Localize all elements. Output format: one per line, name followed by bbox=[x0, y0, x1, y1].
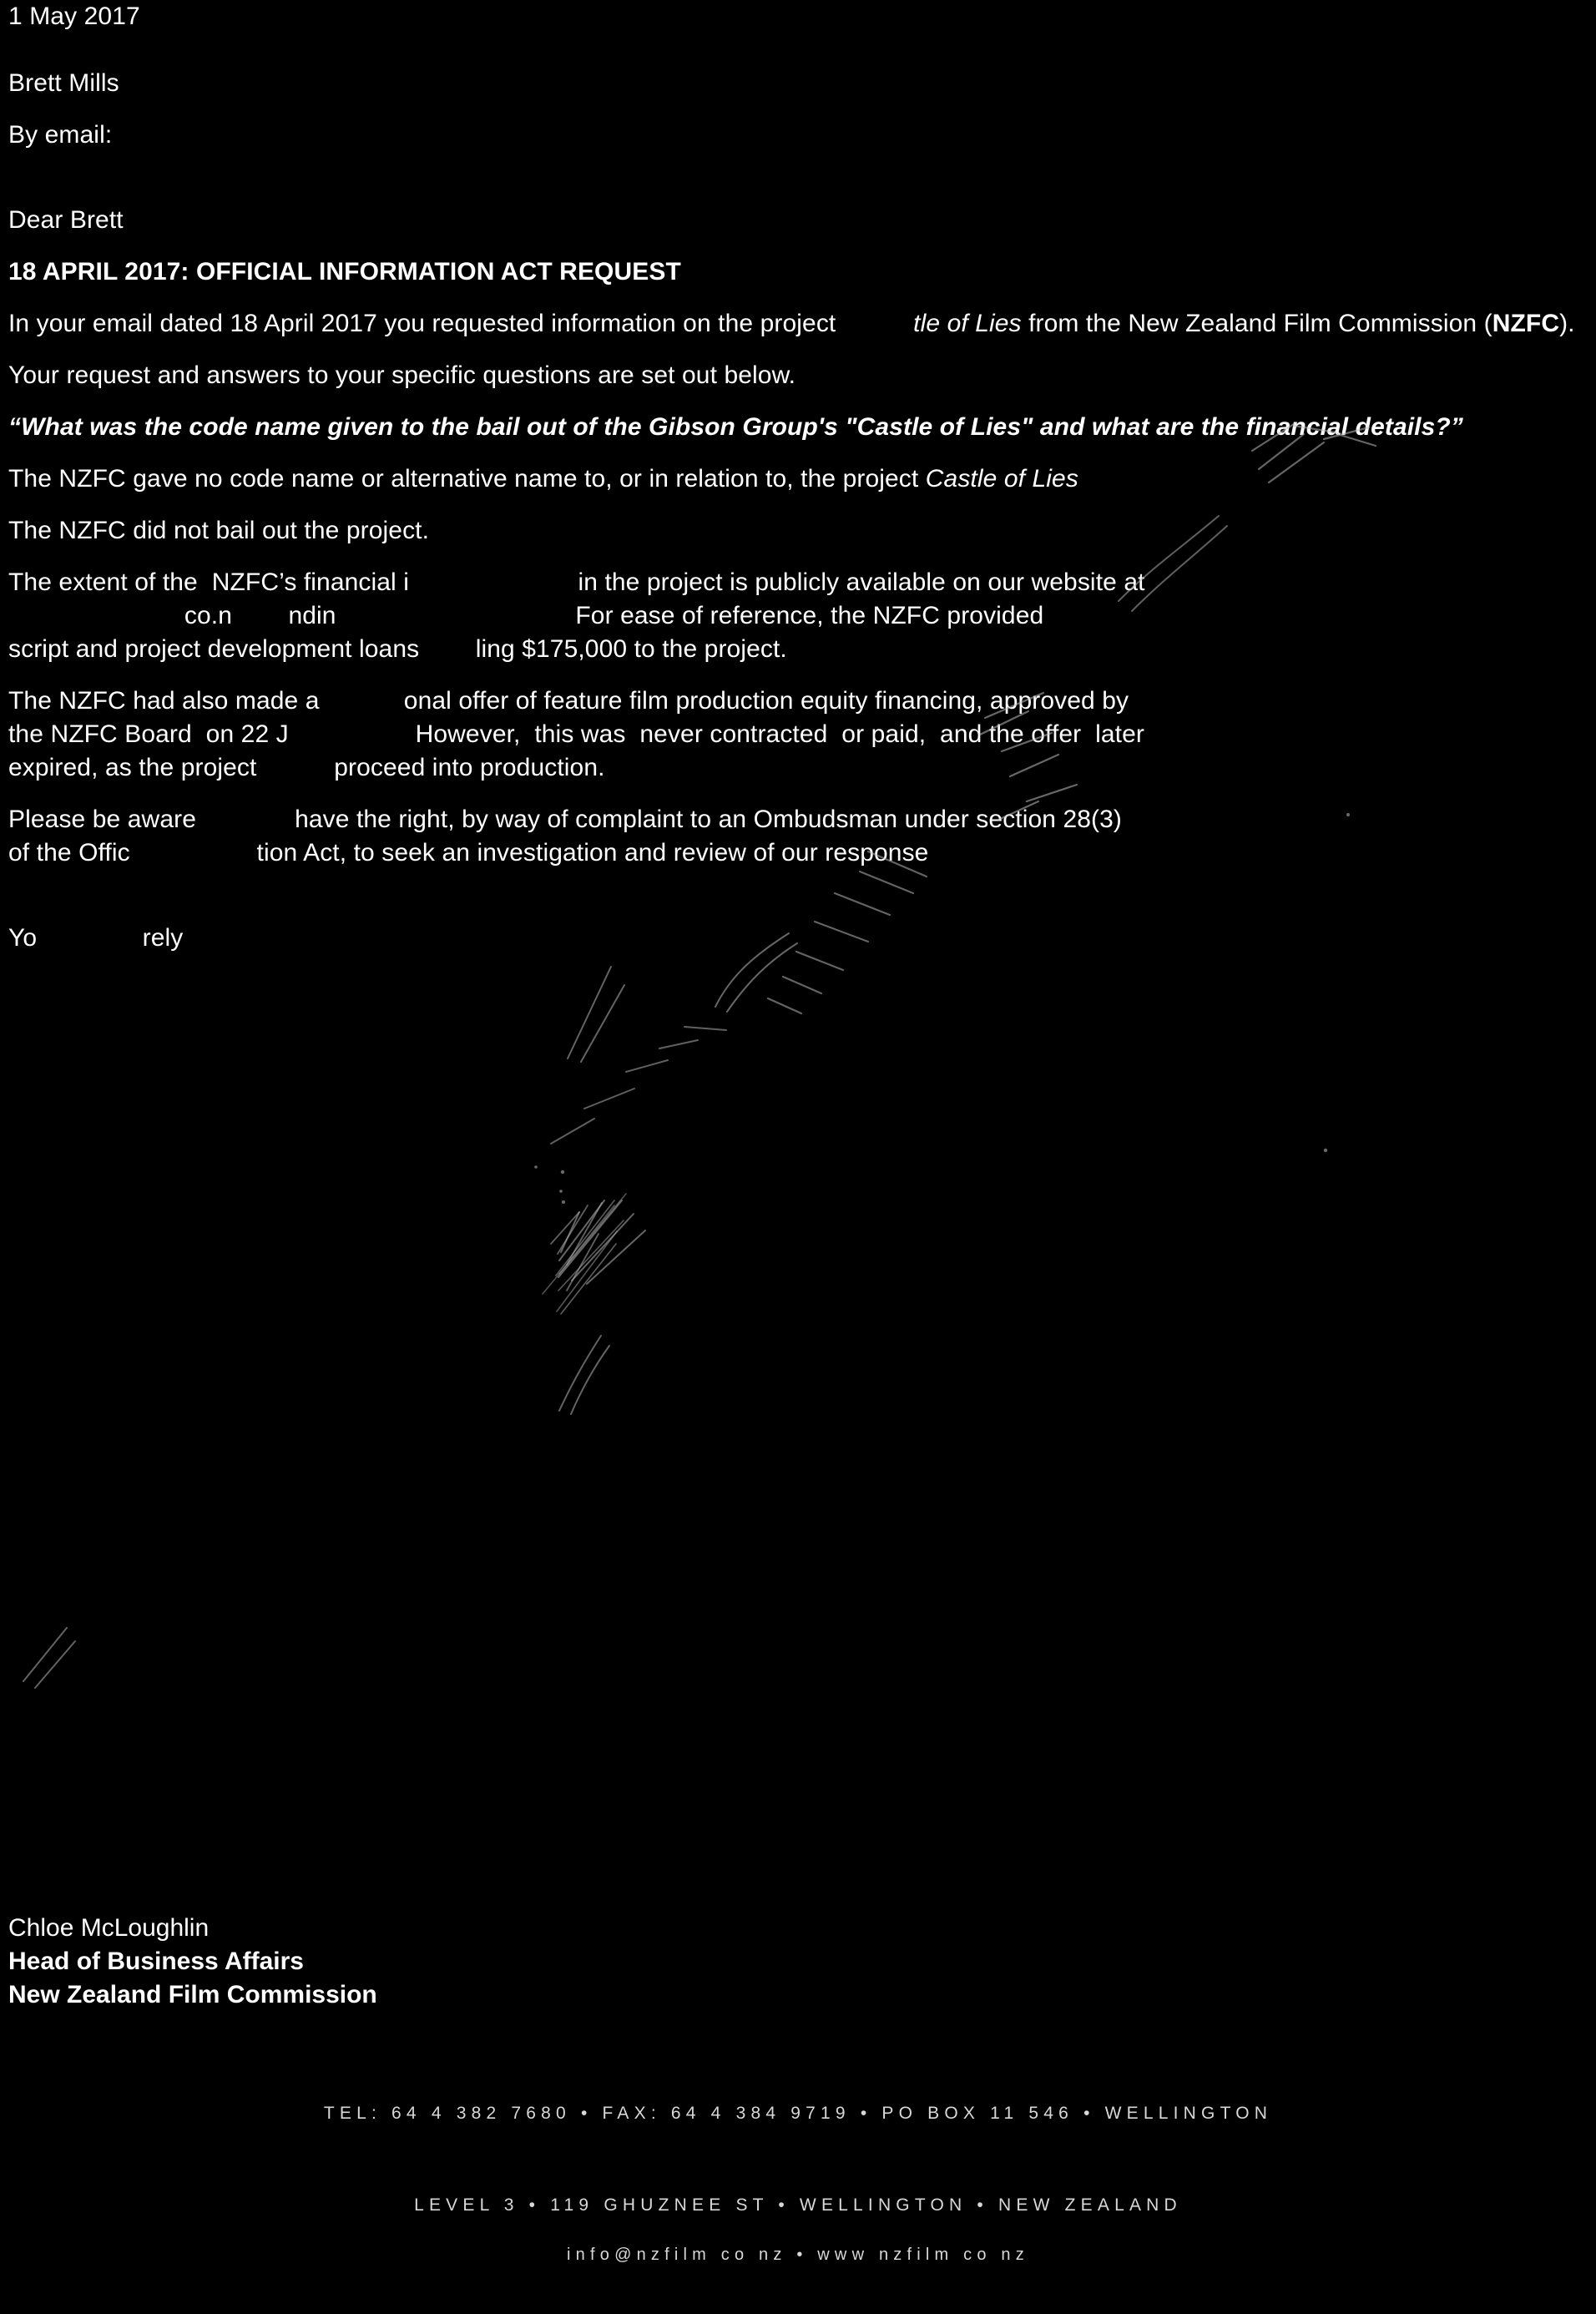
paragraph-extent-line-2: co.n ndin For ease of reference, the NZFC provided bbox=[8, 602, 1044, 629]
scan-artifact-mark-15 bbox=[547, 1202, 655, 1302]
paragraph-ombudsman-line-2: of the Offic tion Act, to seek an investigation and review of our response bbox=[8, 839, 929, 866]
salutation: Dear Brett bbox=[8, 206, 124, 234]
no-code-name-text: The NZFC gave no code name or alternative name to, or in relation to, the project bbox=[8, 465, 926, 493]
paragraph-extent-line-1: The extent of the NZFC’s financial i in the project is publicly available on our website at bbox=[8, 568, 1145, 596]
paragraph-no-bail-out: The NZFC did not bail out the project. bbox=[8, 517, 430, 544]
signatory-name: Chloe McLoughlin bbox=[8, 1914, 210, 1942]
recipient-name: Brett Mills bbox=[8, 69, 119, 97]
paragraph-question: “What was the code name given to the bail out of the Gibson Group's "Castle of Lies" and what are the financial details?” bbox=[8, 413, 1463, 441]
intro-part-3: ). bbox=[1559, 310, 1575, 337]
subject-heading: 18 APRIL 2017: OFFICIAL INFORMATION ACT REQUEST bbox=[8, 258, 681, 285]
intro-part-2: from the New Zealand Film Commission ( bbox=[1021, 310, 1492, 337]
paragraph-intro bbox=[8, 307, 1594, 341]
footer-address-line: LEVEL 3 • 119 GHUZNEE ST • WELLINGTON • NEW ZEALAND bbox=[414, 2195, 1182, 2215]
scan-artifact-mark-13 bbox=[551, 1194, 643, 1286]
scan-artifact-mark-20 bbox=[17, 1619, 92, 1695]
paragraph-offer-line-2: the NZFC Board on 22 J However, this was never contracted or paid, and the offer later bbox=[8, 720, 1144, 748]
scan-artifact-mark-8 bbox=[543, 1327, 618, 1419]
scan-artifact-mark-14 bbox=[543, 1177, 643, 1286]
scan-artifact-mark-12 bbox=[555, 1181, 614, 1273]
scan-artifact-dot-2 bbox=[1302, 1127, 1352, 1177]
scan-artifact-mark-17 bbox=[543, 1202, 593, 1252]
scan-artifact-mark-18 bbox=[555, 1219, 614, 1302]
scan-artifact-mark-16 bbox=[547, 1206, 647, 1323]
project-title-italic-2: Castle of Lies bbox=[925, 465, 1078, 493]
signatory-organisation: New Zealand Film Commission bbox=[8, 1981, 377, 2008]
scan-artifact-mark-7 bbox=[547, 1194, 655, 1286]
scan-artifact-mark-19 bbox=[551, 952, 643, 1069]
letter-body bbox=[8, 0, 1594, 955]
scan-artifact-dot-1 bbox=[543, 1152, 593, 1202]
signature-block bbox=[8, 1912, 1010, 2012]
footer-web-line: info@nzfilm co nz • www nzfilm co nz bbox=[567, 2246, 1029, 2264]
scan-artifact-dot-5 bbox=[518, 1152, 559, 1194]
scan-artifact-mark-21 bbox=[526, 1169, 659, 1311]
scan-artifact-mark-11 bbox=[551, 1185, 601, 1261]
paragraph-offer-line-1: The NZFC had also made a onal offer of feature film production equity financing, approved by bbox=[8, 687, 1129, 715]
paragraph-set-out-below: Your request and answers to your specific questions are set out below. bbox=[8, 361, 796, 389]
paragraph-no-code-name bbox=[8, 462, 1594, 496]
letter-date: 1 May 2017 bbox=[8, 3, 140, 30]
sign-off: Yo rely bbox=[8, 924, 184, 952]
scan-artifact-mark-10 bbox=[551, 1194, 584, 1261]
intro-part-1: In your email dated 18 April 2017 you requested information on the project bbox=[8, 310, 843, 337]
by-email-label: By email: bbox=[8, 121, 113, 149]
scan-artifact-dot-3 bbox=[547, 1185, 605, 1244]
scan-artifact-dot-4 bbox=[551, 1181, 584, 1215]
signatory-title: Head of Business Affairs bbox=[8, 1948, 304, 1975]
project-title-italic: tle of Lies bbox=[842, 310, 1022, 337]
footer-contact-line: TEL: 64 4 382 7680 • FAX: 64 4 384 9719 • PO BOX 11 546 • WELLINGTON bbox=[323, 2104, 1273, 2123]
paragraph-extent-line-3: script and project development loans ling $175,000 to the project. bbox=[8, 635, 787, 663]
scan-artifact-mark-9 bbox=[551, 1185, 618, 1269]
paragraph-ombudsman-line-1: Please be aware have the right, by way of complaint to an Ombudsman under section 28(3) bbox=[8, 806, 1123, 833]
nzfc-abbrev: NZFC bbox=[1492, 310, 1560, 337]
scan-artifact-mark-22 bbox=[551, 1227, 643, 1327]
scan-artifact-mark-6 bbox=[534, 1018, 735, 1169]
paragraph-offer-line-3: expired, as the project proceed into production. bbox=[8, 754, 605, 781]
